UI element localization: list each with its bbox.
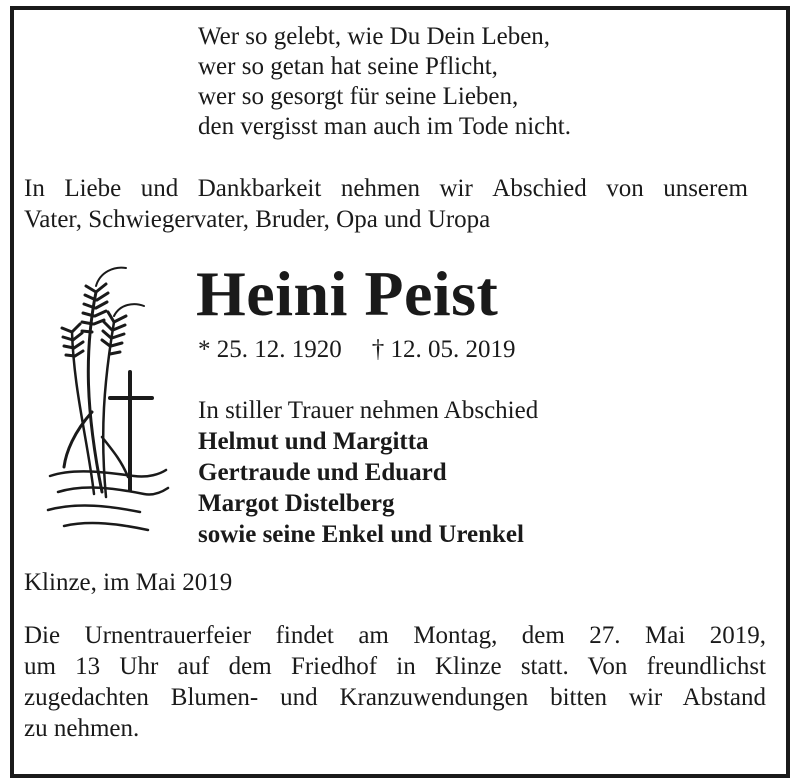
mourner-name: Margot Distelberg [198, 490, 395, 517]
life-dates [198, 335, 516, 365]
birth-date: * 25. 12. 1920 [198, 336, 342, 363]
notice-line: zugedachten Blumen- und Kranzuwendungen bitten wir Abstand [24, 684, 766, 711]
poem-line: Wer so gelebt, wie Du Dein Leben, [198, 23, 551, 50]
death-date: † 12. 05. 2019 [371, 336, 516, 363]
intro-line-1 [24, 173, 748, 204]
intro-word: Dankbarkeit [197, 175, 322, 202]
mourner-name: Gertraude und Eduard [198, 459, 447, 486]
mourner-name: sowie seine Enkel und Urenkel [198, 521, 524, 548]
intro-word: unserem [663, 175, 748, 202]
funeral-notice [24, 620, 766, 744]
intro-word: nehmen [340, 175, 420, 202]
intro-text [24, 173, 748, 235]
place-date: Klinze, im Mai 2019 [24, 569, 233, 596]
poem [198, 22, 571, 142]
notice-line: um 13 Uhr auf dem Friedhof in Klinze statt. Von freundlichst [24, 653, 766, 680]
intro-word: und [140, 175, 179, 202]
mourners-block [198, 395, 538, 550]
intro-word: von [606, 175, 644, 202]
mourners-intro: In stiller Trauer nehmen Abschied [198, 397, 539, 424]
intro-word: Abschied [492, 175, 587, 202]
notice-line: Die Urnentrauerfeier findet am Montag, dem 27. Mai 2019, [24, 622, 766, 649]
notice-line: zu nehmen. [24, 715, 140, 742]
deceased-name: Heini Peist [196, 258, 499, 329]
wheat-cross-icon [44, 262, 174, 552]
poem-line: wer so getan hat seine Pflicht, [198, 53, 498, 80]
poem-line: den vergisst man auch im Tode nicht. [198, 113, 571, 140]
poem-line: wer so gesorgt für seine Lieben, [198, 83, 519, 110]
intro-word: wir [439, 175, 473, 202]
intro-line-2: Vater, Schwiegervater, Bruder, Opa und Uropa [24, 206, 491, 233]
mourner-name: Helmut und Margitta [198, 428, 429, 455]
intro-word: Liebe [64, 175, 122, 202]
intro-word: In [24, 175, 45, 202]
